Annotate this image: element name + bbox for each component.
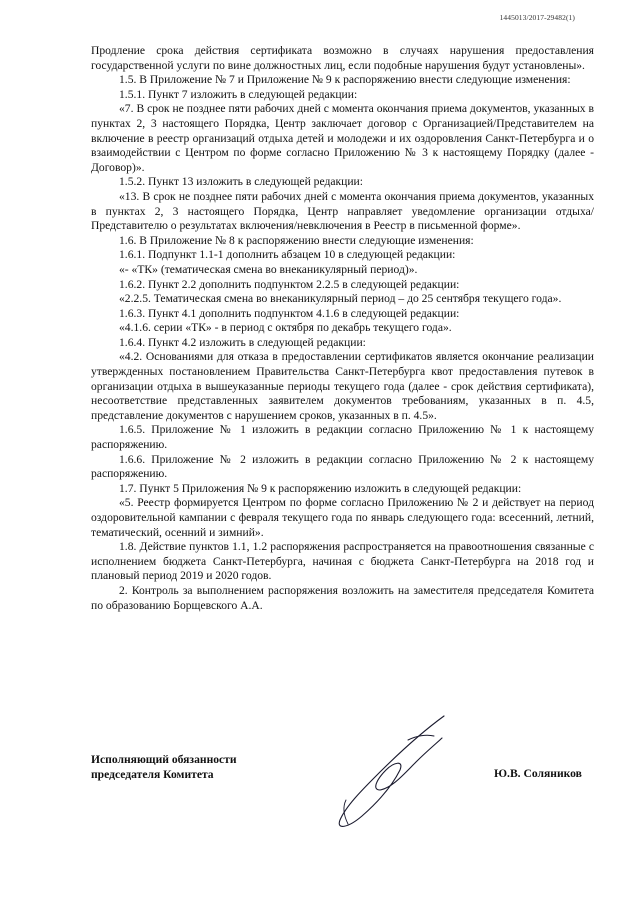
paragraph: «4.2. Основаниями для отказа в предоставлении сертификатов является окончание реализации утвержденных постановлением Правительства Санкт-Петербурга квот предоставления путевок в организации отдыха в вышеуказанные периоды текущего года (далее - срок действия сертификата), несоответствие представленных заявителем документов требованиям, указанных в п. 4.5, представление документов с нарушением сроков, указанных в п. 4.5». [91,350,594,422]
paragraph: 1.8. Действие пунктов 1.1, 1.2 распоряжения распространяется на правоотношения связанные с исполнением бюджета Санкт-Петербурга, начиная с бюджета Санкт-Петербурга на 2018 год и плановый период 2019 и 2020 годов. [91,540,594,583]
paragraph: Продление срока действия сертификата возможно в случаях нарушения предоставления государственной услуги по вине должностных лиц, если подобные нарушения будут установлены». [91,44,594,72]
paragraph: «4.1.6. серии «ТК» - в период с октября по декабрь текущего года». [119,321,452,335]
paragraph: 1.6. В Приложение № 8 к распоряжению внести следующие изменения: [119,233,474,247]
paragraph: «13. В срок не позднее пяти рабочих дней с момента окончания приема документов, указанных в пунктах 2, 3 настоящего Порядка, Центр направляет уведомление организации отдыха/Представителю о результатах включения/невключения в Реестр в письменной форме». [91,189,594,233]
paragraph: 1.5.1. Пункт 7 изложить в следующей редакции: [119,87,358,101]
paragraph: 1.5.2. Пункт 13 изложить в следующей редакции: [119,175,363,189]
paragraph: 1.6.3. Пункт 4.1 дополнить подпунктом 4.1.6 в следующей редакции: [119,306,460,320]
paragraph: 1.6.2. Пункт 2.2 дополнить подпунктом 2.2.5 в следующей редакции: [119,277,460,291]
document-body [91,44,594,613]
handwritten-signature [318,712,458,832]
paragraph: «7. В срок не позднее пяти рабочих дней с момента окончания приема документов, указанных в пунктах 2, 3 настоящего Порядка, Центр заключает договор с Организацией/Представителем на включение в реестр организаций отдыха детей и молодежи и их оздоровления Санкт-Петербурга и о взаимодействии с Центром по форме согласно Приложению № 3 к настоящему Порядку (далее - Договор)». [91,102,594,174]
signatory-position-line-1: Исполняющий обязанности [91,753,237,766]
paragraph: 1.6.6. Приложение № 2 изложить в редакции согласно Приложению № 2 к настоящему распоряжению. [91,452,594,481]
paragraph: 1.6.4. Пункт 4.2 изложить в следующей редакции: [119,335,366,349]
paragraph: «2.2.5. Тематическая смена во внеканикулярный период – до 25 сентября текущего года». [119,292,562,306]
paragraph: 1.6.1. Подпункт 1.1-1 дополнить абзацем 10 в следующей редакции: [119,248,456,262]
paragraph: 1.5. В Приложение № 7 и Приложение № 9 к распоряжению внести следующие изменения: [119,73,571,87]
paragraph: 2. Контроль за выполнением распоряжения возложить на заместителя председателя Комитета по образованию Борщевского А.А. [91,583,594,612]
paragraph: 1.7. Пункт 5 Приложения № 9 к распоряжению изложить в следующей редакции: [119,481,522,495]
signatory-position-line-2: председателя Комитета [91,768,214,781]
signatory-name: Ю.В. Соляников [494,767,582,780]
paragraph: «5. Реестр формируется Центром по форме согласно Приложению № 2 и действует на период оздоровительной кампании с февраля текущего года по январь следующего года: всесенний, летний, тематический, осенний и зимний». [91,496,594,539]
document-registration-number: 1445013/2017-29482(1) [499,13,575,22]
paragraph: «- «ТК» (тематическая смена во внеканикулярный период)». [119,262,418,276]
signatory-position [91,752,237,782]
paragraph: 1.6.5. Приложение № 1 изложить в редакции согласно Приложению № 1 к настоящему распоряжению. [91,423,594,452]
